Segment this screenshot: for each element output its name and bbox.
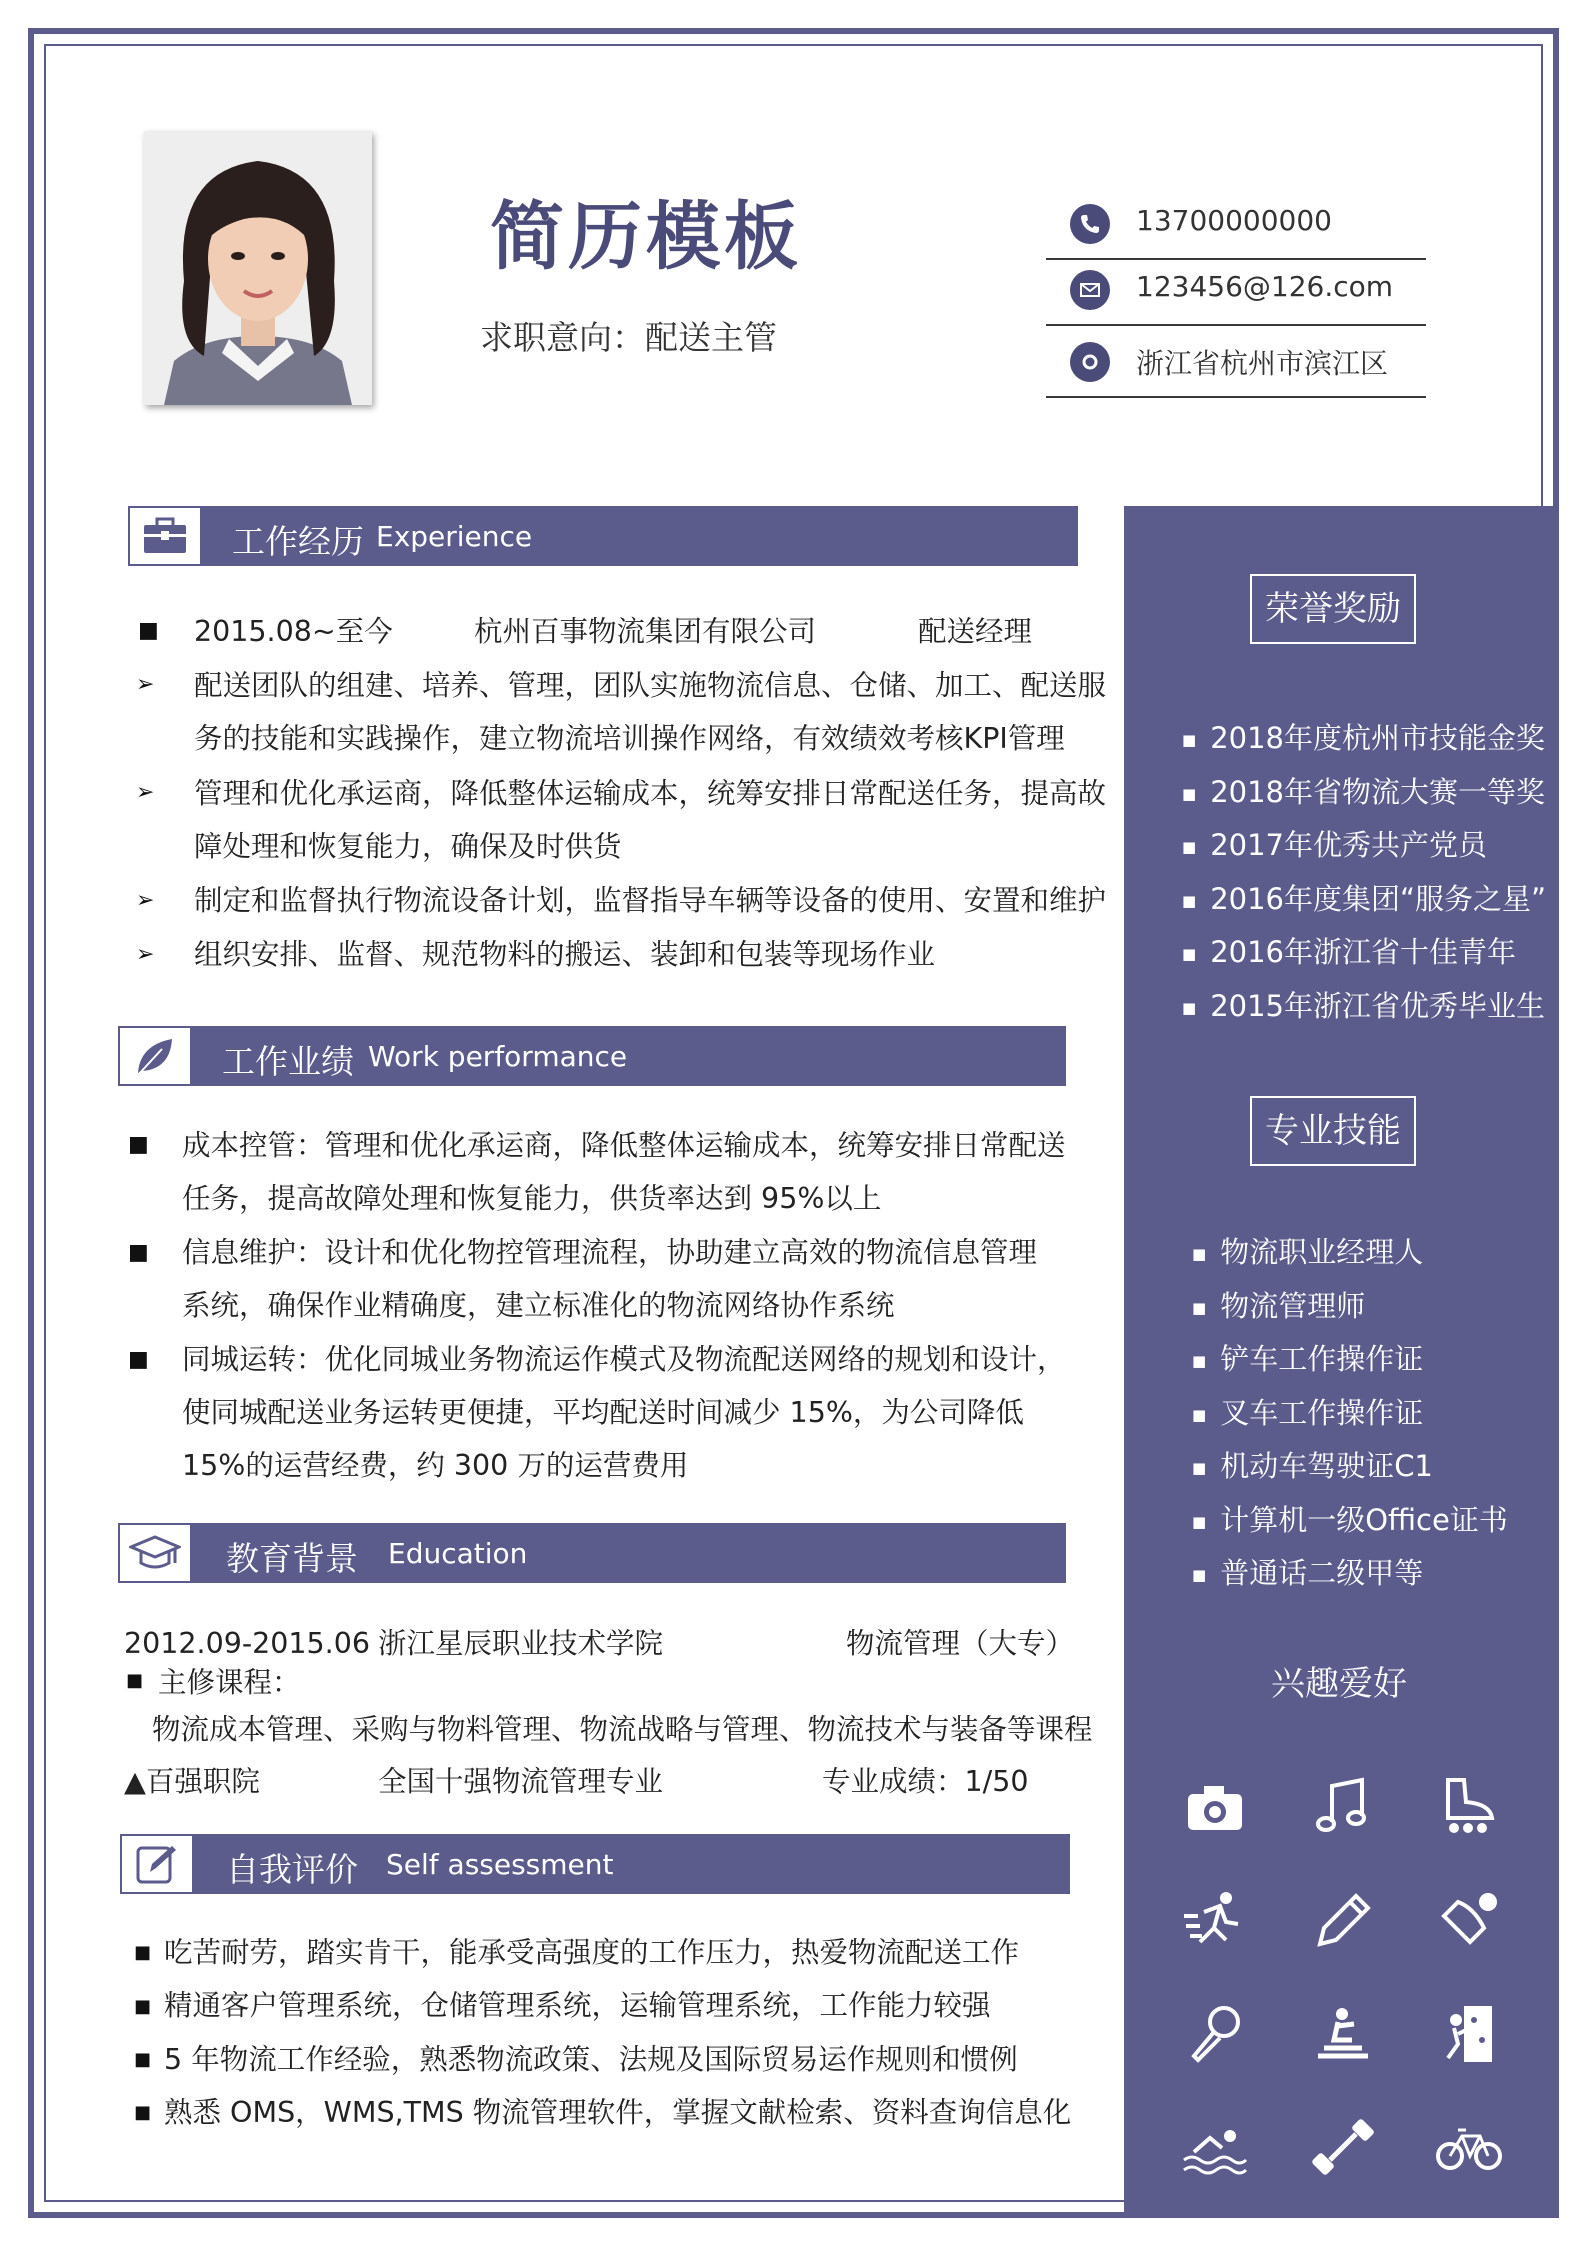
fitness-icon <box>1308 2000 1378 2070</box>
section-title-en: Self assessment <box>386 1848 614 1881</box>
self-line: 熟悉 OMS，WMS,TMS 物流管理软件，掌握文献检索、资料查询信息化 <box>164 2096 1072 2129</box>
bullet-square: ■ <box>134 1942 152 1963</box>
bullet-square: ■ <box>134 2102 152 2123</box>
job-position: 配送经理 <box>918 615 1033 648</box>
section-header-performance <box>118 1026 1066 1086</box>
sidebar <box>1124 506 1554 2212</box>
performance-line: 同城运转：优化同城业务物流运作模式及物流配送网络的规划和设计， <box>182 1343 1066 1376</box>
courses-text: 物流成本管理、采购与物料管理、物流战略与管理、物流技术与装备等课程 <box>152 1713 1093 1746</box>
skill-item: ■ 物流管理师 <box>1192 1280 1508 1334</box>
skill-item: ■ 叉车工作操作证 <box>1192 1387 1508 1441</box>
bullet-square: ■ <box>128 1347 149 1372</box>
contact-address-row <box>1046 330 1426 398</box>
job-intent <box>480 312 777 359</box>
skills-list <box>1192 1226 1508 1601</box>
email-address: 123456@126.com <box>1136 270 1394 303</box>
location-pin-icon <box>1070 342 1110 382</box>
leaf-icon <box>118 1026 192 1086</box>
job-company: 杭州百事物流集团有限公司 <box>474 615 817 648</box>
section-title: 教育背景 <box>226 1539 358 1578</box>
arrow-bullet-icon: ➢ <box>136 672 155 697</box>
duty-line: 障处理和恢复能力，确保及时供货 <box>194 830 622 863</box>
section-header-education <box>118 1523 1066 1583</box>
duty-line: 管理和优化承运商，降低整体运输成本，统筹安排日常配送任务，提高故 <box>194 777 1107 810</box>
job-intent-value: 配送主管 <box>645 318 777 357</box>
edu-major: 物流管理（大专） <box>846 1627 1075 1660</box>
section-title-en: Education <box>388 1537 528 1570</box>
skill-item: ■ 机动车驾驶证C1 <box>1192 1440 1508 1494</box>
arrow-bullet-icon: ➢ <box>136 888 155 913</box>
section-title: 工作业绩 <box>222 1042 354 1081</box>
duty-line: 制定和监督执行物流设备计划，监督指导车辆等设备的使用、安置和维护 <box>194 884 1107 917</box>
home-address: 浙江省杭州市滨江区 <box>1136 347 1389 380</box>
bullet-square: ■ <box>134 2049 152 2070</box>
duty-line: 组织安排、监督、规范物料的搬运、装卸和包装等现场作业 <box>194 938 936 971</box>
skate-icon <box>1434 1772 1504 1842</box>
performance-line: 成本控管：管理和优化承运商，降低整体运输成本，统筹安排日常配送 <box>182 1129 1066 1162</box>
profile-photo <box>144 131 372 405</box>
phone-icon <box>1070 204 1110 244</box>
honor-item: ■ 2018年度杭州市技能金奖 <box>1182 712 1546 766</box>
section-title-en: Experience <box>376 520 533 553</box>
bicycle-icon <box>1434 2112 1504 2182</box>
hobbies-title: 兴趣爱好 <box>1271 1664 1407 1704</box>
job-intent-label: 求职意向： <box>480 318 645 357</box>
bullet-square: ■ <box>138 618 159 643</box>
contact-email-row <box>1046 258 1426 326</box>
arrow-bullet-icon: ➢ <box>136 780 155 805</box>
resume-title: 简历模板 <box>490 194 802 280</box>
skill-item: ■ 计算机一级Office证书 <box>1192 1494 1508 1548</box>
section-header-experience <box>128 506 1078 566</box>
camera-icon <box>1180 1772 1250 1842</box>
email-icon <box>1070 270 1110 310</box>
self-line: 5 年物流工作经验，熟悉物流政策、法规及国际贸易运作规则和惯例 <box>164 2043 1018 2076</box>
bullet-square: ■ <box>128 1132 149 1157</box>
bullet-square: ■ <box>134 1996 152 2017</box>
phone-number: 13700000000 <box>1136 204 1332 237</box>
honor-item: ■ 2016年度集团“服务之星” <box>1182 873 1546 927</box>
running-icon <box>1180 1886 1250 1956</box>
self-line: 吃苦耐劳，踏实肯干，能承受高强度的工作压力，热爱物流配送工作 <box>164 1936 1020 1969</box>
edu-honor: 全国十强物流管理专业 <box>378 1765 664 1798</box>
honors-title: 荣誉奖励 <box>1250 574 1416 644</box>
self-line: 精通客户管理系统，仓储管理系统，运输管理系统，工作能力较强 <box>164 1989 991 2022</box>
climbing-icon <box>1434 2000 1504 2070</box>
arrow-bullet-icon: ➢ <box>136 942 155 967</box>
performance-line: 使同城配送业务运转更便捷，平均配送时间减少 15%，为公司降低 <box>182 1396 1024 1429</box>
duty-line: 配送团队的组建、培养、管理，团队实施物流信息、仓储、加工、配送服 <box>194 669 1107 702</box>
honors-list <box>1182 712 1546 1033</box>
duty-line: 务的技能和实践操作，建立物流培训操作网络，有效绩效考核KPI管理 <box>194 722 1065 755</box>
badminton-icon <box>1434 1886 1504 1956</box>
section-header-self <box>120 1834 1070 1894</box>
skill-item: ■ 普通话二级甲等 <box>1192 1547 1508 1601</box>
skills-title: 专业技能 <box>1250 1096 1416 1166</box>
microphone-icon <box>1180 2000 1250 2070</box>
edit-icon <box>120 1834 194 1894</box>
contact-phone-row <box>1046 192 1426 260</box>
section-title-en: Work performance <box>368 1040 628 1073</box>
job-period: 2015.08~至今 <box>194 615 393 648</box>
briefcase-icon <box>128 506 202 566</box>
section-title: 自我评价 <box>226 1850 358 1889</box>
honor-item: ■ 2015年浙江省优秀毕业生 <box>1182 980 1546 1034</box>
performance-line: 信息维护：设计和优化物控管理流程，协助建立高效的物流信息管理 <box>182 1236 1038 1269</box>
dumbbell-icon <box>1308 2112 1378 2182</box>
honor-item: ■ 2018年省物流大赛一等奖 <box>1182 766 1546 820</box>
pencil-icon <box>1308 1886 1378 1956</box>
performance-line: 任务，提高故障处理和恢复能力，供货率达到 95%以上 <box>182 1182 882 1215</box>
bullet-square: ■ <box>126 1670 144 1691</box>
honor-item: ■ 2016年浙江省十佳青年 <box>1182 926 1546 980</box>
music-icon <box>1308 1772 1378 1842</box>
edu-score: 专业成绩：1/50 <box>822 1765 1029 1798</box>
bullet-square: ■ <box>128 1240 149 1265</box>
edu-period: 2012.09-2015.06 <box>124 1627 370 1660</box>
edu-school: 浙江星辰职业技术学院 <box>378 1627 664 1660</box>
skill-item: ■ 物流职业经理人 <box>1192 1226 1508 1280</box>
section-title: 工作经历 <box>232 522 364 561</box>
graduation-cap-icon <box>118 1523 192 1583</box>
skill-item: ■ 铲车工作操作证 <box>1192 1333 1508 1387</box>
swimming-icon <box>1180 2112 1250 2182</box>
performance-line: 15%的运营经费，约 300 万的运营费用 <box>182 1449 689 1482</box>
honor-item: ■ 2017年优秀共产党员 <box>1182 819 1546 873</box>
courses-label: 主修课程： <box>158 1666 301 1699</box>
performance-line: 系统，确保作业精确度，建立标准化的物流网络协作系统 <box>182 1289 895 1322</box>
edu-honor: ▲百强职院 <box>124 1765 260 1798</box>
